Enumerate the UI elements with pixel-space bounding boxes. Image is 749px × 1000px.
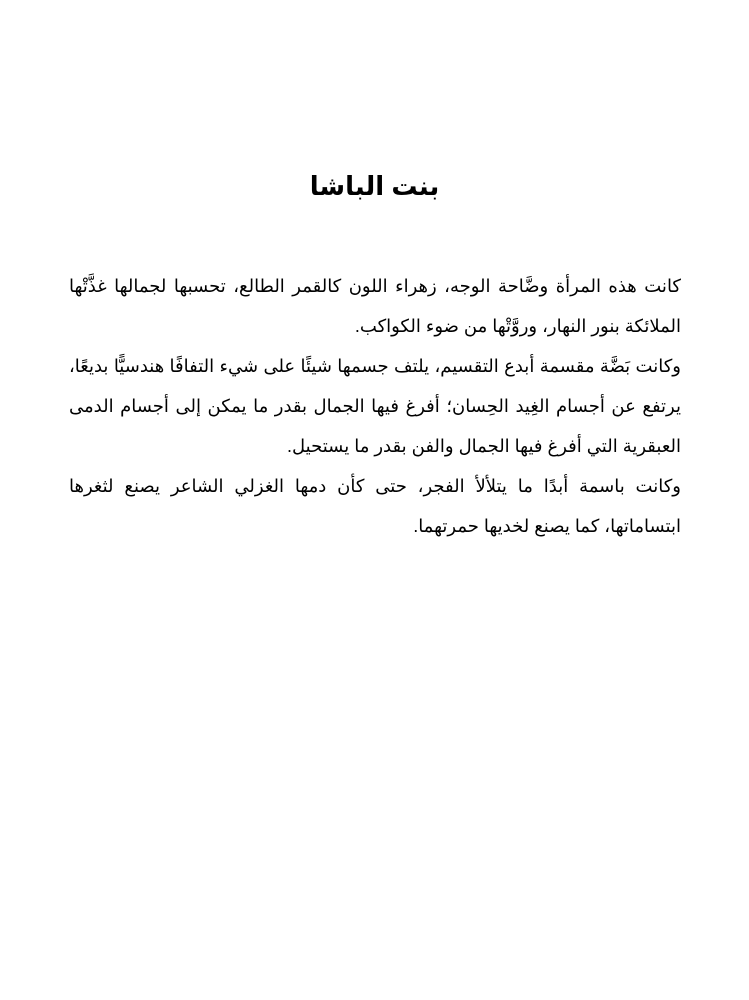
paragraph-3: وكانت باسمة أبدًا ما يتلألأ الفجر، حتى كأن دمها الغزلي الشاعر يصنع لثغرها ابتساماتها، كما يصنع لخديها حمرتهما.: [69, 476, 681, 536]
paragraph-1: كانت هذه المرأة وضَّاحة الوجه، زهراء اللون كالقمر الطالع، تحسبها لجمالها غذَّتْها الملائكة بنور النهار، وروَّتْها من ضوء الكواكب.: [69, 276, 681, 336]
document-title: بنت الباشا: [309, 171, 440, 201]
document-body: [69, 266, 681, 546]
paragraph-2: وكانت بَضَّة مقسمة أبدع التقسيم، يلتف جسمها شيئًا على شيء التفافًا هندسيًّا بديعًا، يرتفع عن أجسام الغِيد الحِسان؛ أفرغ فيها الجمال بقدر ما يمكن إلى أجسام الدمى العبقرية التي أفرغ فيها الجمال والفن بقدر ما يستحيل.: [69, 356, 682, 456]
